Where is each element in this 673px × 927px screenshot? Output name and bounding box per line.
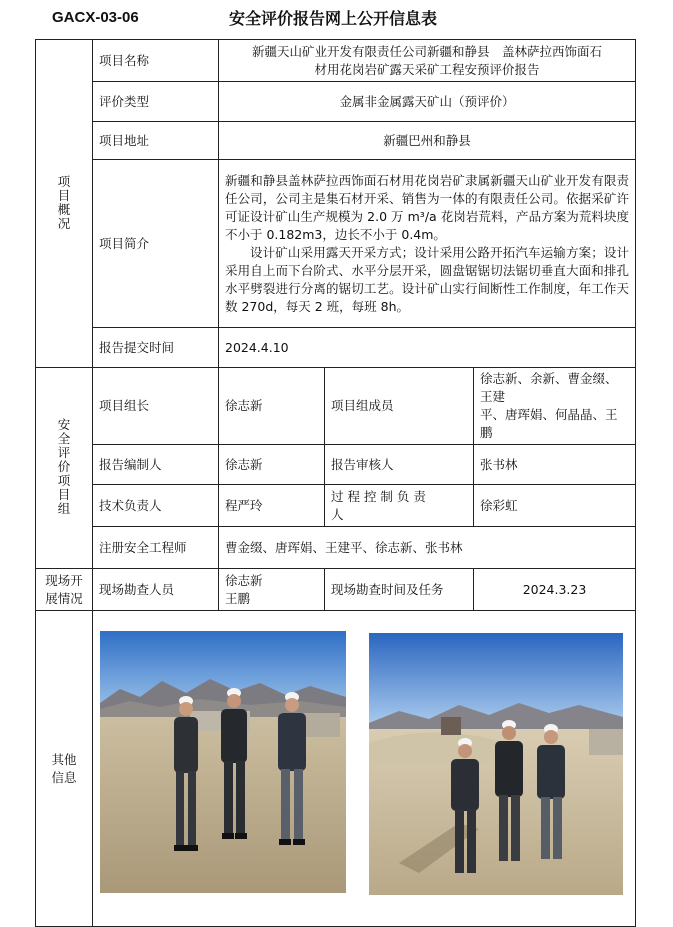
section-site-survey: 现场开 展情况 xyxy=(36,569,93,611)
survey-time-value: 2024.3.23 xyxy=(474,569,636,611)
section-other-info: 其他 信息 xyxy=(36,611,93,927)
label-team-leader: 项目组长 xyxy=(93,368,219,445)
report-author-value: 徐志新 xyxy=(219,445,325,485)
label-project-summary: 项目简介 xyxy=(93,160,219,328)
label-report-author: 报告编制人 xyxy=(93,445,219,485)
info-table xyxy=(35,39,636,927)
row-submit-time xyxy=(36,328,636,368)
row-team-leader xyxy=(36,368,636,445)
label-project-name: 项目名称 xyxy=(93,40,219,82)
row-project-summary xyxy=(36,160,636,328)
section-label: 安全评价项目组 xyxy=(57,417,71,516)
report-reviewer-value: 张书林 xyxy=(474,445,636,485)
label-team-members: 项目组成员 xyxy=(325,368,474,445)
summary-paragraph-1: 新疆和静县盖林萨拉西饰面石材用花岗岩矿隶属新疆天山矿业开发有限责任公司，公司主是集石材开采、销售为一体的有限责任公司。依据采矿许可证设计矿山生产规模为 2.0 万 m³/a 花岗岩荒料，产品方案为荒料块度不小于 0.182m3，边长不小于 0.4m。 xyxy=(225,172,630,242)
tech-lead-value: 程严玲 xyxy=(219,485,325,527)
document-code: GACX-03-06 xyxy=(52,9,139,26)
row-site-survey xyxy=(36,569,636,611)
photo-area xyxy=(93,611,636,927)
row-report-author xyxy=(36,445,636,485)
section-project-overview xyxy=(36,40,93,368)
label-evaluation-type: 评价类型 xyxy=(93,82,219,122)
label-process-control: 过 程 控 制 负 责 人 xyxy=(325,485,474,527)
section-label: 项目概况 xyxy=(57,173,71,231)
team-members-value: 徐志新、余新、曹金缀、王建 平、唐珲娟、何晶晶、王鹏 xyxy=(474,368,636,445)
site-photo-2 xyxy=(369,633,623,895)
row-tech-lead xyxy=(36,485,636,527)
row-project-address xyxy=(36,122,636,160)
project-address-value: 新疆巴州和静县 xyxy=(219,122,636,160)
project-name-value: 新疆天山矿业开发有限责任公司新疆和静县 盖林萨拉西饰面石 材用花岗岩矿露天采矿工程安预评价报告 xyxy=(219,40,636,82)
row-project-name xyxy=(36,40,636,82)
project-summary-value xyxy=(219,160,636,328)
safety-engineers-value: 曹金缀、唐珲娟、王建平、徐志新、张书林 xyxy=(219,527,636,569)
survey-staff-value: 徐志新 王鹏 xyxy=(219,569,325,611)
page-title: 安全评价报告网上公开信息表 xyxy=(229,9,438,28)
section-evaluation-team xyxy=(36,368,93,569)
row-safety-engineers xyxy=(36,527,636,569)
summary-paragraph-2: 设计矿山采用露天开采方式；设计采用公路开拓汽车运输方案；设计采用自上而下台阶式、水平分层开采，圆盘锯锯切法锯切垂直大面和排孔水平劈裂进行分离的锯切工艺。设计矿山实行间断性工作制度，年工作天数 270d，每天 2 班，每班 8h。 xyxy=(225,244,630,314)
label-tech-lead: 技术负责人 xyxy=(93,485,219,527)
label-safety-engineers: 注册安全工程师 xyxy=(93,527,219,569)
row-evaluation-type xyxy=(36,82,636,122)
label-project-address: 项目地址 xyxy=(93,122,219,160)
submit-time-value: 2024.4.10 xyxy=(219,328,636,368)
process-control-value: 徐彩虹 xyxy=(474,485,636,527)
label-survey-time: 现场勘查时间及任务 xyxy=(325,569,474,611)
row-other-info xyxy=(36,611,636,927)
label-report-reviewer: 报告审核人 xyxy=(325,445,474,485)
label-survey-staff: 现场勘查人员 xyxy=(93,569,219,611)
team-leader-value: 徐志新 xyxy=(219,368,325,445)
label-submit-time: 报告提交时间 xyxy=(93,328,219,368)
site-photo-1 xyxy=(100,631,346,893)
evaluation-type-value: 金属非金属露天矿山（预评价） xyxy=(219,82,636,122)
